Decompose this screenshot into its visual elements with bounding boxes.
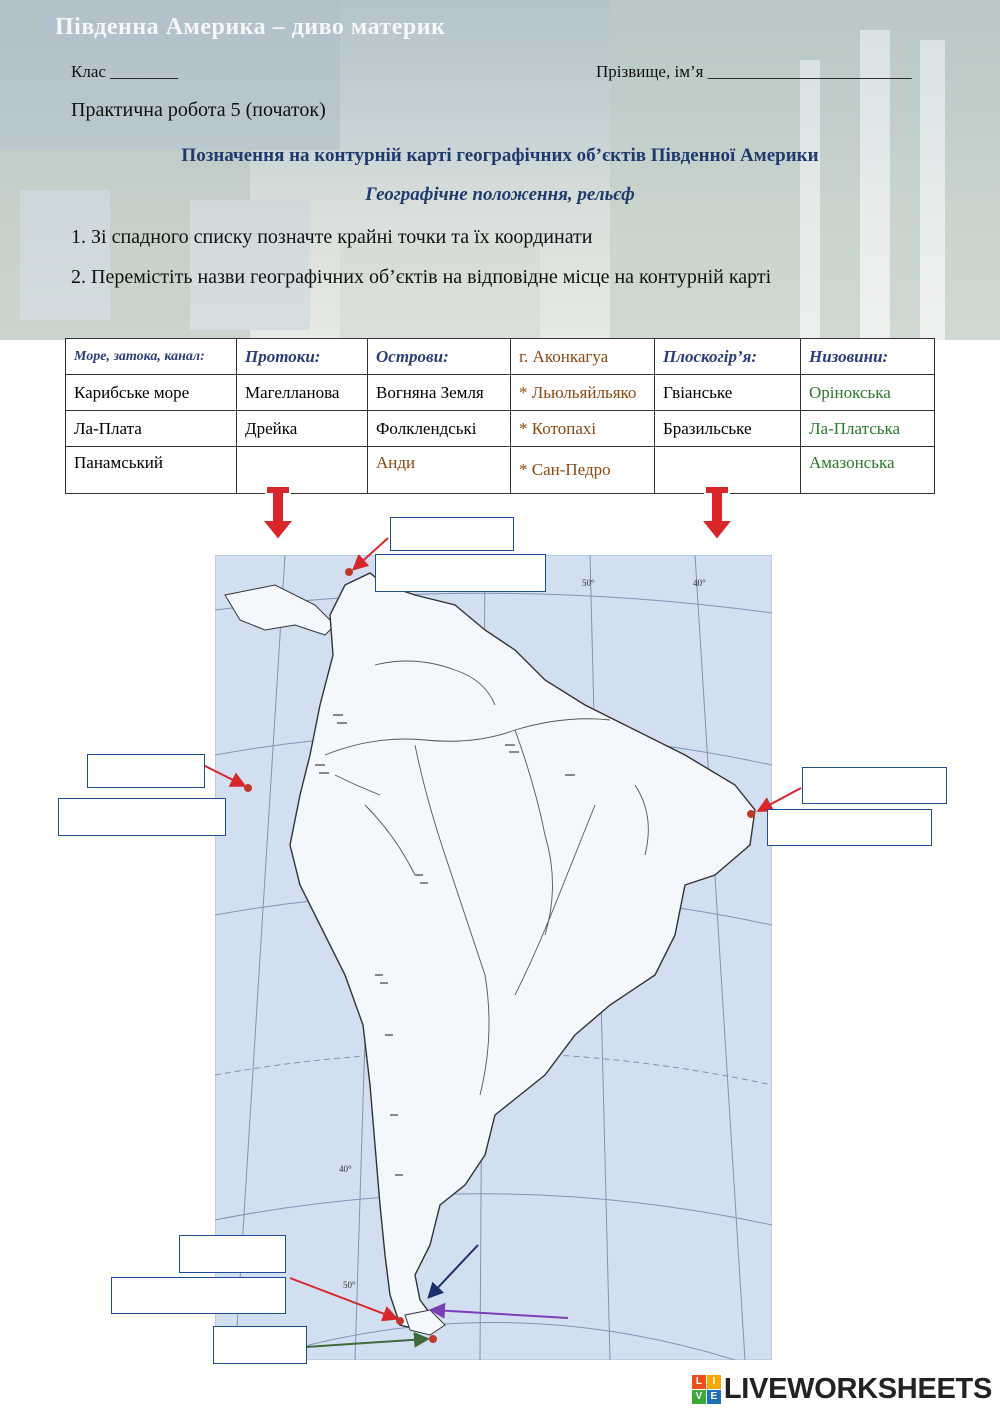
draggable-llullaillaco[interactable]: * Льюльяйльяко — [511, 375, 655, 411]
task-1: 1. Зі спадного списку позначте крайні точки та їх координати — [71, 226, 593, 248]
name-field-label: Прізвище, ім’я ________________________ — [596, 62, 912, 81]
arrow-east — [760, 788, 801, 810]
header-islands: Острови: — [368, 339, 511, 375]
page-subheading: Географічне положення, рельєф — [365, 184, 635, 205]
draggable-brazilian[interactable]: Бразильське — [655, 411, 801, 447]
draggable-orinoco[interactable]: Орінокська — [801, 375, 935, 411]
draggable-magellan[interactable]: Магелланова — [237, 375, 368, 411]
logo-badge-icon: L I V E — [692, 1375, 721, 1404]
grid-label: 50° — [343, 1280, 356, 1290]
draggable-falkland[interactable]: Фолклендські — [368, 411, 511, 447]
grid-label: 40° — [339, 1164, 352, 1174]
draggable-aconcagua[interactable]: г. Аконкагуа — [511, 339, 655, 375]
draggable-caribbean[interactable]: Карибське море — [66, 375, 237, 411]
east-coord-dropdown[interactable] — [767, 809, 932, 846]
draggable-cotopaxi[interactable]: * Котопахі — [511, 411, 655, 447]
south-point-dropdown[interactable] — [179, 1235, 286, 1273]
draggable-drake[interactable]: Дрейка — [237, 411, 368, 447]
header-plateaus: Плоскогір’я: — [655, 339, 801, 375]
south-coord-dropdown[interactable] — [111, 1277, 286, 1314]
draggable-andes[interactable]: Анди — [368, 447, 511, 494]
west-point-dropdown[interactable] — [87, 754, 205, 788]
work-title: Практична робота 5 (початок) — [71, 99, 326, 121]
arrow-island — [306, 1339, 426, 1347]
draggable-amazon[interactable]: Амазонська — [801, 447, 935, 494]
east-point-dropdown[interactable] — [802, 767, 947, 804]
class-field-label: Клас ________ — [71, 62, 179, 81]
banner-title: Південна Америка – диво материк — [55, 14, 446, 40]
draggable-san-pedro[interactable]: * Сан-Педро — [511, 447, 655, 494]
task-2: 2. Перемістіть назви географічних об’єктів на відповідне місце на контурній карті — [71, 266, 772, 288]
draggable-guiana[interactable]: Гвіанське — [655, 375, 801, 411]
logo-text: LIVEWORKSHEETS — [723, 1372, 992, 1405]
north-coord-dropdown[interactable] — [375, 554, 546, 592]
draggable-la-plata-lowland[interactable]: Ла-Платська — [801, 411, 935, 447]
draggable-la-plata[interactable]: Ла-Плата — [66, 411, 237, 447]
arrow-drake — [433, 1310, 568, 1318]
header-lowlands: Низовини: — [801, 339, 935, 375]
draggable-panama[interactable]: Панамський — [66, 447, 237, 494]
arrow-strait — [430, 1245, 478, 1296]
draggable-tierra-del-fuego[interactable]: Вогняна Земля — [368, 375, 511, 411]
header-seas: Море, затока, канал: — [66, 339, 237, 375]
arrow-west — [203, 765, 243, 785]
arrow-south — [290, 1278, 395, 1318]
grid-label: 50° — [582, 578, 595, 588]
island-drop-zone[interactable] — [213, 1326, 307, 1364]
west-coord-dropdown[interactable] — [58, 798, 226, 836]
header-straits: Протоки: — [237, 339, 368, 375]
liveworksheets-logo — [692, 1369, 992, 1409]
page-heading: Позначення на контурній карті географічних об’єктів Південної Америки — [181, 145, 819, 166]
grid-label: 40° — [693, 578, 706, 588]
north-point-dropdown[interactable] — [390, 517, 514, 551]
